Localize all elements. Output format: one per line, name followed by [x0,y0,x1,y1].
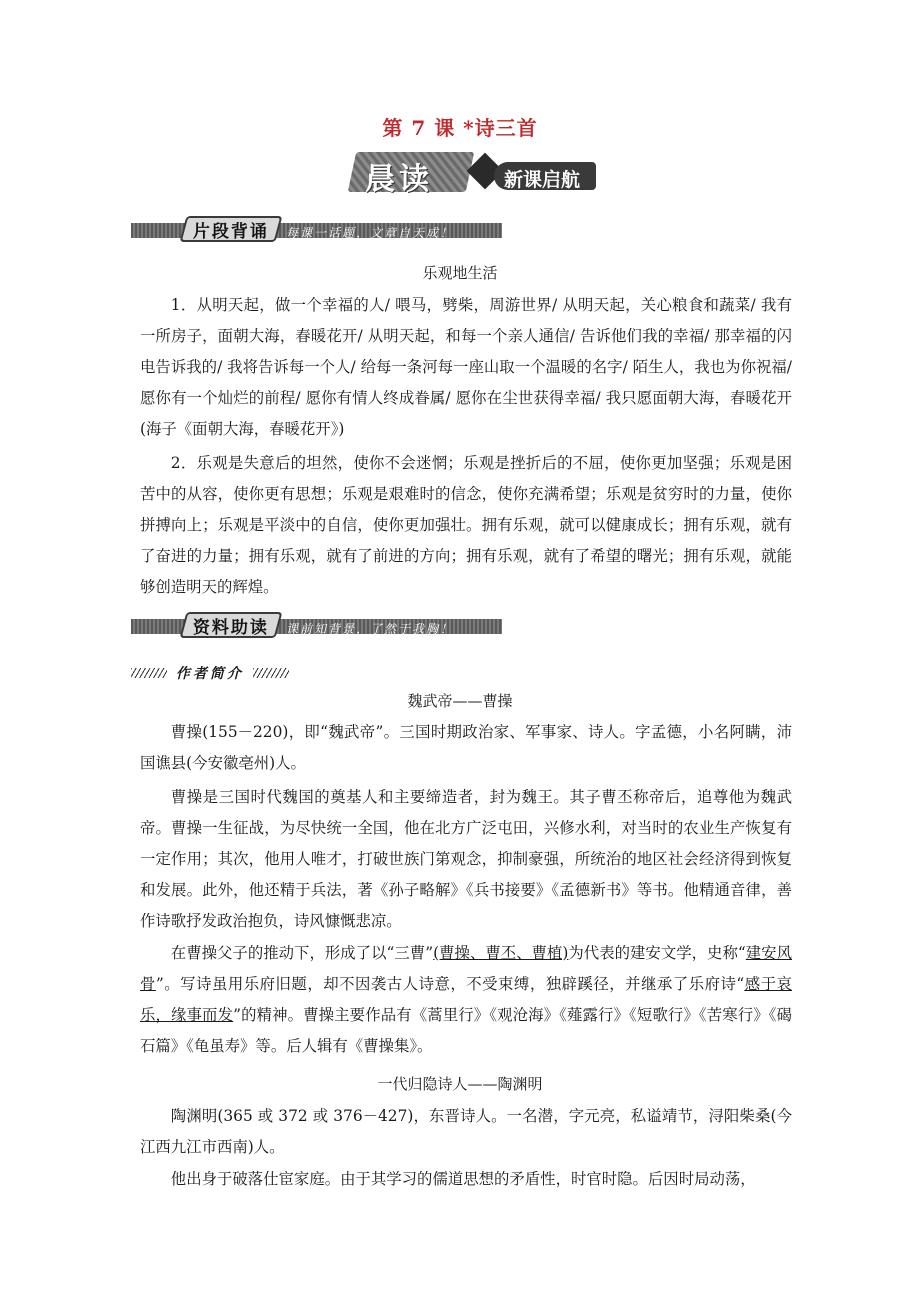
reading-paragraph-2: 2．乐观是失意后的坦然，使你不会迷惘；乐观是挫折后的不屈，使你更加坚强；乐观是困苦中的从容，使你更有思想；乐观是艰难时的信念，使你充满希望；乐观是贫穷时的力量，使你拼搏向上；乐观是平淡中的自信，使你更加强壮。拥有乐观，就可以健康成长；拥有乐观，就有了奋进的力量；拥有乐观，就有了前进的方向；拥有乐观，就有了希望的曙光；拥有乐观，就能够创造明天的辉煌。 [140,454,792,596]
underlined-text: 感于哀乐，缘事而发 [140,975,792,1024]
tao-yuanming-heading: 一代归隐诗人——陶渊明 [377,1075,543,1093]
cao-cao-heading: 魏武帝——曹操 [407,692,513,710]
text-run: ”。写诗虽用乐府旧题，却不因袭古人诗意，不受束缚，独辟蹊径，并继承了乐府诗“ [155,975,745,993]
banner-right-text: 新课启航 [504,169,581,191]
reading-heading: 乐观地生活 [422,264,498,282]
cao-cao-paragraph-3 [140,938,792,1062]
section-tag-label: 资料助读 [192,618,269,638]
section-bar-recitation [131,216,502,242]
hatch-decoration-right [253,668,289,678]
section-bar-materials [131,612,502,638]
text-run: 在曹操父子的推动下，形成了以“三曹” [170,944,434,962]
cao-cao-paragraph-1: 曹操(155－220)，即“魏武帝”。三国时期政治家、军事家、诗人。字孟德，小名阿瞒，沛国谯县(今安徽亳州)人。 [140,723,792,772]
tao-yuanming-paragraph-2: 他出身于破落仕宦家庭。由于其学习的儒道思想的矛盾性，时官时隐。后因时局动荡， [170,1170,756,1188]
text-run: ”的精神。曹操主要作品有《蒿里行》《观沧海》《薤露行》《短歌行》《苦寒行》《碣石篇》《龟虽寿》等。后人辑有《曹操集》。 [140,1006,792,1055]
underlined-text: 建安风骨 [140,944,792,993]
banner-right-plate [494,162,596,190]
cao-cao-paragraph-2: 曹操是三国时代魏国的奠基人和主要缔造者，封为魏王。其子曹丕称帝后，追尊他为魏武帝。曹操一生征战，为尽快统一全国，他在北方广泛屯田，兴修水利，对当时的农业生产恢复有一定作用；其次，他用人唯才，打破世族门第观念，抑制豪强，所统治的地区社会经济得到恢复和发展。此外，他还精于兵法，著《孙子略解》《兵书接要》《孟德新书》等书。他精通音律，善作诗歌抒发政治抱负，诗风慷慨悲凉。 [140,788,792,930]
lesson-title: 第 7 课 *诗三首 [382,116,538,140]
author-subheading [131,663,289,681]
reading-paragraph-1: 1．从明天起，做一个幸福的人/ 喂马，劈柴，周游世界/ 从明天起，关心粮食和蔬菜/ 我有一所房子，面朝大海，春暖花开/ 从明天起，和每一个亲人通信/ 告诉他们我的幸福/ 那幸福的闪电告诉我的/ 我将告诉每一个人/ 给每一条河每一座山取一个温暖的名字/ 陌生人，我也为你祝福/ 愿你有一个灿烂的前程/ 愿你有情人终成眷属/ 愿你在尘世获得幸福/ 我只愿面朝大海，春暖花开(海子《面朝大海，春暖花开》) [140,296,792,438]
hatch-decoration-left [131,668,167,678]
section-motto: 每课一话题，文章自天成！ [286,226,455,240]
morning-reading-banner [352,152,600,197]
section-tag [180,216,283,242]
banner-left-plate [348,152,475,197]
tao-yuanming-paragraph-1: 陶渊明(365 或 372 或 376－427)，东晋诗人。一名潜，字元亮，私谥靖节，浔阳柴桑(今江西九江市西南)人。 [140,1107,792,1156]
author-subheading-label: 作者简介 [175,666,244,682]
banner-left-text: 晨读 [365,162,434,197]
text-run: 为代表的建安文学，史称“ [568,944,746,962]
underlined-text: (曹操、曹丕、曹植) [433,944,569,962]
section-tag [180,612,283,638]
section-motto: 课前知背景，了然于我胸！ [286,622,455,636]
section-tag-label: 片段背诵 [192,222,269,242]
